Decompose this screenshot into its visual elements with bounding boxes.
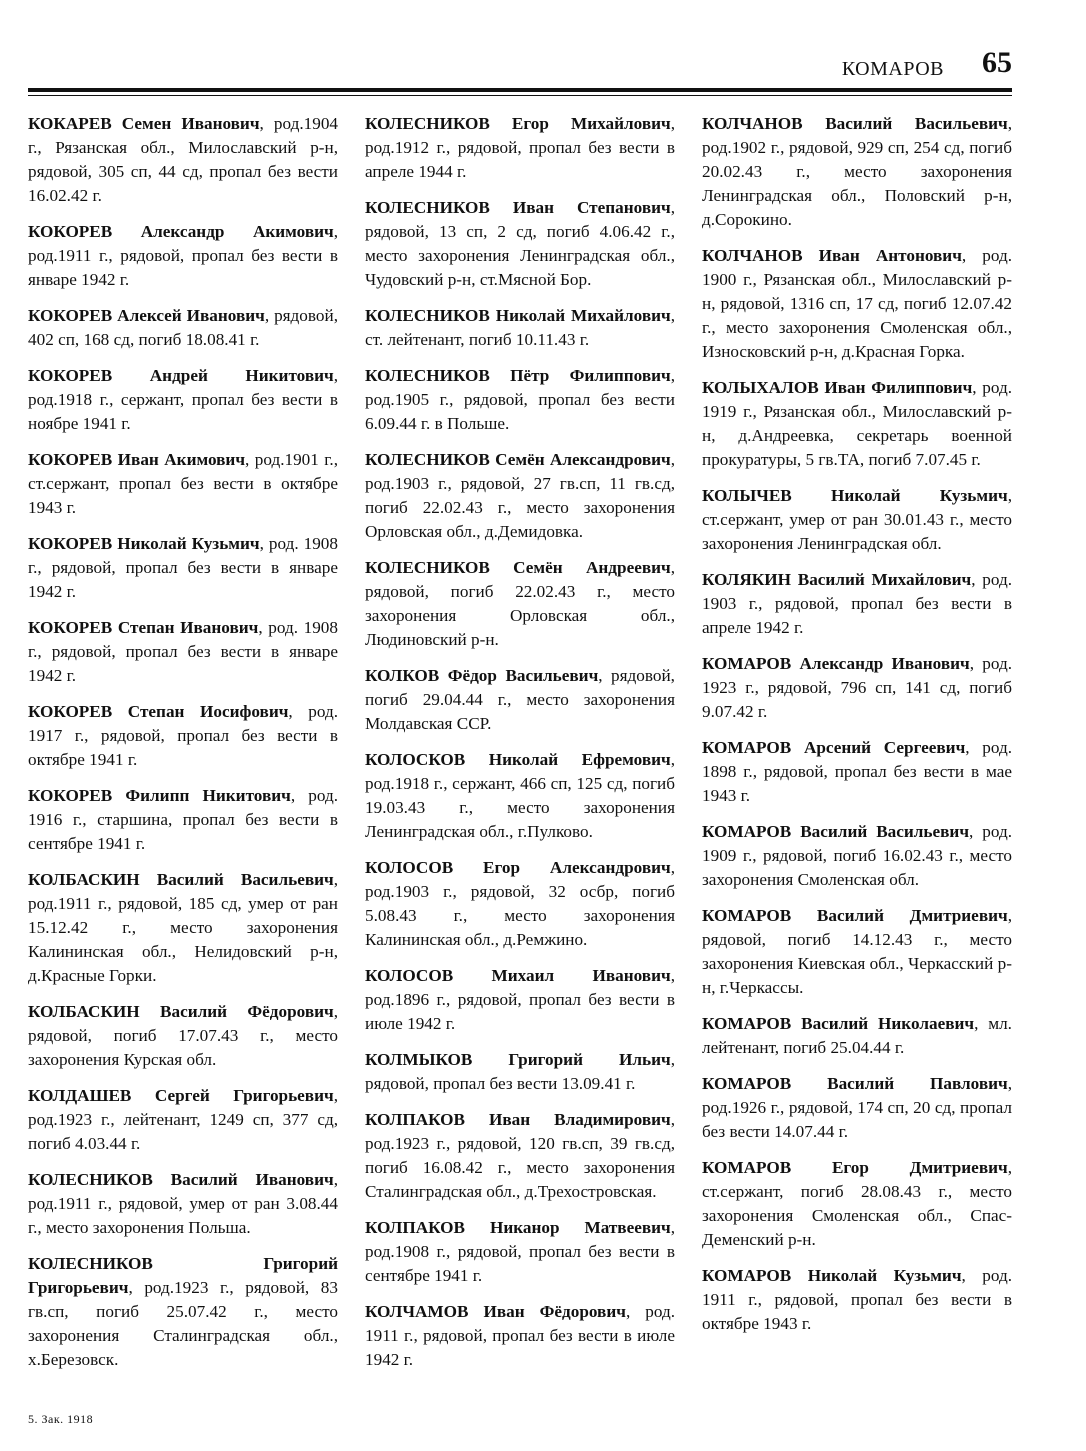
- entry-details: , род. 1923 г., рядовой, 796 сп, 141 сд, погиб 9.07.42 г.: [702, 654, 1012, 721]
- entry-name: КОМАРОВ Василий Васильевич: [702, 822, 970, 841]
- entry-details: , род. 1917 г., рядовой, пропал без вести в октябре 1941 г.: [28, 702, 338, 769]
- entry-details: , род.1896 г., рядовой, пропал без вести в июле 1942 г.: [365, 966, 675, 1033]
- entry: [702, 652, 1012, 724]
- column-3: [702, 112, 1012, 1362]
- entry-name: КОМАРОВ Николай Кузьмич: [702, 1266, 962, 1285]
- entry-name: КОЛЫХАЛОВ Иван Филиппович: [702, 378, 973, 397]
- entry-name: КОКАРЕВ Семен Иванович: [28, 114, 260, 133]
- entry-name: КОЛЕСНИКОВ Пётр Филиппович: [365, 366, 671, 385]
- entry: [365, 556, 675, 652]
- entry-name: КОЛПАКОВ Никанор Матвеевич: [365, 1218, 671, 1237]
- entry-name: КОЛЧАНОВ Иван Антонович: [702, 246, 962, 265]
- entry-details: , род. 1898 г., рядовой, пропал без вести в мае 1943 г.: [702, 738, 1012, 805]
- entry-name: КОЛБАСКИН Василий Фёдорович: [28, 1002, 334, 1021]
- entry-details: , рядовой, 13 сп, 2 сд, погиб 4.06.42 г., место захоронения Ленинградская обл., Чудовский р-н, ст.Мясной Бор.: [365, 198, 675, 289]
- entry: [28, 532, 338, 604]
- entry: [702, 484, 1012, 556]
- entry-name: КОЛПАКОВ Иван Владимирович: [365, 1110, 671, 1129]
- entry-details: , род.1904 г., Рязанская обл., Милославский р-н, рядовой, 305 сп, 44 сд, пропал без вести 16.02.42 г.: [28, 114, 339, 205]
- entry-name: КОКОРЕВ Филипп Никитович: [28, 786, 291, 805]
- entry-details: , род.1923 г., лейтенант, 1249 сп, 377 сд, погиб 4.03.44 г.: [28, 1086, 338, 1153]
- entry-name: КОЛЧАМОВ Иван Фёдорович: [365, 1302, 626, 1321]
- entry-name: КОМАРОВ Василий Дмитриевич: [702, 906, 1008, 925]
- entry-details: , род.1911 г., рядовой, 185 сд, умер от ран 15.12.42 г., место захоронения Калининская обл., Нелидовский р-н, д.Красные Горки.: [28, 870, 338, 985]
- entry-name: КОЛЯКИН Василий Михайлович: [702, 570, 972, 589]
- entry-details: , рядовой, 402 сп, 168 сд, погиб 18.08.41 г.: [28, 306, 338, 349]
- entry-details: , род.1903 г., рядовой, 32 осбр, погиб 5.08.43 г., место захоронения Калининская обл., д.Ремжино.: [365, 858, 675, 949]
- entry: [365, 664, 675, 736]
- entry: [365, 448, 675, 544]
- entry-details: , род. 1908 г., рядовой, пропал без вести в январе 1942 г.: [28, 618, 338, 685]
- entry: [702, 1072, 1012, 1144]
- entry-details: , род.1923 г., рядовой, 120 гв.сп, 39 гв.сд, погиб 16.08.42 г., место захоронения Сталинградская обл., д.Трехостровская.: [365, 1110, 675, 1201]
- entry-details: , рядовой, погиб 17.07.43 г., место захоронения Курская обл.: [28, 1002, 338, 1069]
- entry-details: , ст.сержант, умер от ран 30.01.43 г., место захоронения Ленинградская обл.: [702, 486, 1012, 553]
- entry: [28, 784, 338, 856]
- entry: [702, 1264, 1012, 1336]
- entry: [28, 112, 338, 208]
- entry: [365, 1108, 675, 1204]
- entry-details: , род.1923 г., рядовой, 83 гв.сп, погиб 25.07.42 г., место захоронения Сталинградская обл., х.Березовск.: [28, 1278, 338, 1369]
- entry: [28, 448, 338, 520]
- entry: [365, 748, 675, 844]
- entry: [702, 568, 1012, 640]
- entry: [28, 1000, 338, 1072]
- entry-details: , род. 1919 г., Рязанская обл., Милославский р-н, д.Андреевка, секретарь военной прокуратуры, 5 гв.ТА, погиб 7.07.45 г.: [702, 378, 1012, 469]
- entry-details: , род.1926 г., рядовой, 174 сп, 20 сд, пропал без вести 14.07.44 г.: [702, 1074, 1012, 1141]
- entry-name: КОМАРОВ Арсений Сергеевич: [702, 738, 966, 757]
- entry: [28, 220, 338, 292]
- entry: [28, 1084, 338, 1156]
- entry-name: КОЛЕСНИКОВ Семён Александрович: [365, 450, 671, 469]
- entry-name: КОЛМЫКОВ Григорий Ильич: [365, 1050, 671, 1069]
- entry: [28, 868, 338, 988]
- page-number: 65: [982, 46, 1012, 79]
- entry: [702, 112, 1012, 232]
- entry-details: , род.1902 г., рядовой, 929 сп, 254 сд, погиб 20.02.43 г., место захоронения Ленинградская обл., Половский р-н, д.Сорокино.: [702, 114, 1012, 229]
- entry-details: , род.1912 г., рядовой, пропал без вести в апреле 1944 г.: [365, 114, 675, 181]
- entry: [365, 112, 675, 184]
- entry-details: , род. 1903 г., рядовой, пропал без вести в апреле 1942 г.: [702, 570, 1012, 637]
- header-rule-thin: [28, 95, 1012, 96]
- entry-name: КОЛЧАНОВ Василий Васильевич: [702, 114, 1008, 133]
- entry-name: КОЛЕСНИКОВ Василий Иванович: [28, 1170, 334, 1189]
- entry: [28, 1168, 338, 1240]
- entry-name: КОМАРОВ Егор Дмитриевич: [702, 1158, 1008, 1177]
- entry-name: КОКОРЕВ Николай Кузьмич: [28, 534, 260, 553]
- entry-name: КОЛОСОВ Егор Александрович: [365, 858, 671, 877]
- entry: [365, 304, 675, 352]
- entry: [702, 1156, 1012, 1252]
- entry-details: , род. 1908 г., рядовой, пропал без вести в январе 1942 г.: [28, 534, 338, 601]
- entry-name: КОЛЕСНИКОВ Егор Михайлович: [365, 114, 671, 133]
- printer-signature: 5. Зак. 1918: [28, 1412, 94, 1426]
- entry-details: , рядовой, погиб 14.12.43 г., место захоронения Киевская обл., Черкасский р-н, г.Черкассы.: [702, 906, 1012, 997]
- entry-name: КОМАРОВ Александр Иванович: [702, 654, 970, 673]
- entry: [365, 1048, 675, 1096]
- entry-name: КОЛОСКОВ Николай Ефремович: [365, 750, 671, 769]
- entry-details: , род.1911 г., рядовой, умер от ран 3.08.44 г., место захоронения Польша.: [28, 1170, 338, 1237]
- entry: [702, 244, 1012, 364]
- entry-details: , род. 1900 г., Рязанская обл., Милославский р-н, рядовой, 1316 сп, 17 сд, погиб 12.07.42 г., место захоронения Смоленская обл., Износковский р-н, д.Красная Горка.: [702, 246, 1012, 361]
- entry-details: , род.1918 г., сержант, пропал без вести в ноябре 1941 г.: [28, 366, 338, 433]
- page-header: [28, 46, 1012, 86]
- entry: [28, 364, 338, 436]
- entry-name: КОЛЕСНИКОВ Григорий Григорьевич: [28, 1254, 338, 1297]
- entry-name: КОМАРОВ Василий Николаевич: [702, 1014, 975, 1033]
- entry-details: , род.1905 г., рядовой, пропал без вести 6.09.44 г. в Польше.: [365, 366, 675, 433]
- entry: [702, 1012, 1012, 1060]
- entry-name: КОЛЕСНИКОВ Николай Михайлович: [365, 306, 671, 325]
- entry-details: , ст.сержант, погиб 28.08.43 г., место захоронения Смоленская обл., Спас-Деменский р-н.: [702, 1158, 1012, 1249]
- column-1: [28, 112, 339, 1369]
- running-head: КОМАРОВ: [841, 58, 944, 80]
- entry: [365, 856, 675, 952]
- entry-name: КОКОРЕВ Александр Акимович: [28, 222, 334, 241]
- entry-name: КОЛЫЧЕВ Николай Кузьмич: [702, 486, 1008, 505]
- entry: [28, 1252, 338, 1372]
- entry: [365, 1216, 675, 1288]
- entry-details: , рядовой, погиб 29.04.44 г., место захоронения Молдавская ССР.: [365, 666, 675, 733]
- entry-details: , род.1911 г., рядовой, пропал без вести в январе 1942 г.: [28, 222, 338, 289]
- entry-details: , род.1918 г., сержант, 466 сп, 125 сд, погиб 19.03.43 г., место захоронения Ленинградская обл., г.Пулково.: [365, 750, 675, 841]
- entry-details: , род. 1909 г., рядовой, погиб 16.02.43 г., место захоронения Смоленская обл.: [702, 822, 1013, 889]
- entry-name: КОЛБАСКИН Василий Васильевич: [28, 870, 334, 889]
- entry: [28, 700, 338, 772]
- entry-name: КОЛОСОВ Михаил Иванович: [365, 966, 671, 985]
- entry-name: КОКОРЕВ Иван Акимович: [28, 450, 246, 469]
- entry-details: , род. 1911 г., рядовой, пропал без вести в октябре 1943 г.: [702, 1266, 1012, 1333]
- entry-details: , рядовой, погиб 22.02.43 г., место захоронения Орловская обл., Людиновский р-н.: [365, 558, 675, 649]
- entry: [365, 196, 675, 292]
- header-rule-thick: [28, 88, 1012, 92]
- entry-name: КОМАРОВ Василий Павлович: [702, 1074, 1008, 1093]
- entry: [702, 904, 1012, 1000]
- entry-name: КОКОРЕВ Степан Иосифович: [28, 702, 289, 721]
- entry-name: КОЛКОВ Фёдор Васильевич: [365, 666, 599, 685]
- entry: [28, 304, 338, 352]
- entry-name: КОКОРЕВ Степан Иванович: [28, 618, 259, 637]
- entry: [28, 616, 338, 688]
- entry: [702, 820, 1012, 892]
- entry: [365, 1300, 675, 1372]
- entry-details: , род.1903 г., рядовой, 27 гв.сп, 11 гв.сд, погиб 22.02.43 г., место захоронения Орловская обл., д.Демидовка.: [365, 450, 675, 541]
- entry-name: КОЛЕСНИКОВ Иван Степанович: [365, 198, 671, 217]
- entry: [365, 964, 675, 1036]
- entry-details: , род.1901 г., ст.сержант, пропал без вести в октябре 1943 г.: [28, 450, 339, 517]
- column-2: [365, 112, 675, 1369]
- entry-details: , рядовой, пропал без вести 13.09.41 г.: [365, 1050, 675, 1093]
- entry-name: КОКОРЕВ Андрей Никитович: [28, 366, 334, 385]
- entry-name: КОЛДАШЕВ Сергей Григорьевич: [28, 1086, 334, 1105]
- entry-details: , мл. лейтенант, погиб 25.04.44 г.: [702, 1014, 1012, 1057]
- entry: [365, 364, 675, 436]
- entry-details: , ст. лейтенант, погиб 10.11.43 г.: [365, 306, 675, 349]
- entry-details: , род. 1911 г., рядовой, пропал без вести в июле 1942 г.: [365, 1302, 675, 1369]
- entry-details: , род. 1916 г., старшина, пропал без вести в сентябре 1941 г.: [28, 786, 338, 853]
- entry-details: , род.1908 г., рядовой, пропал без вести в сентябре 1941 г.: [365, 1218, 675, 1285]
- entry: [702, 376, 1012, 472]
- entry-name: КОКОРЕВ Алексей Иванович: [28, 306, 265, 325]
- entry-name: КОЛЕСНИКОВ Семён Андреевич: [365, 558, 671, 577]
- entry-columns: [28, 112, 1013, 1369]
- entry: [702, 736, 1012, 808]
